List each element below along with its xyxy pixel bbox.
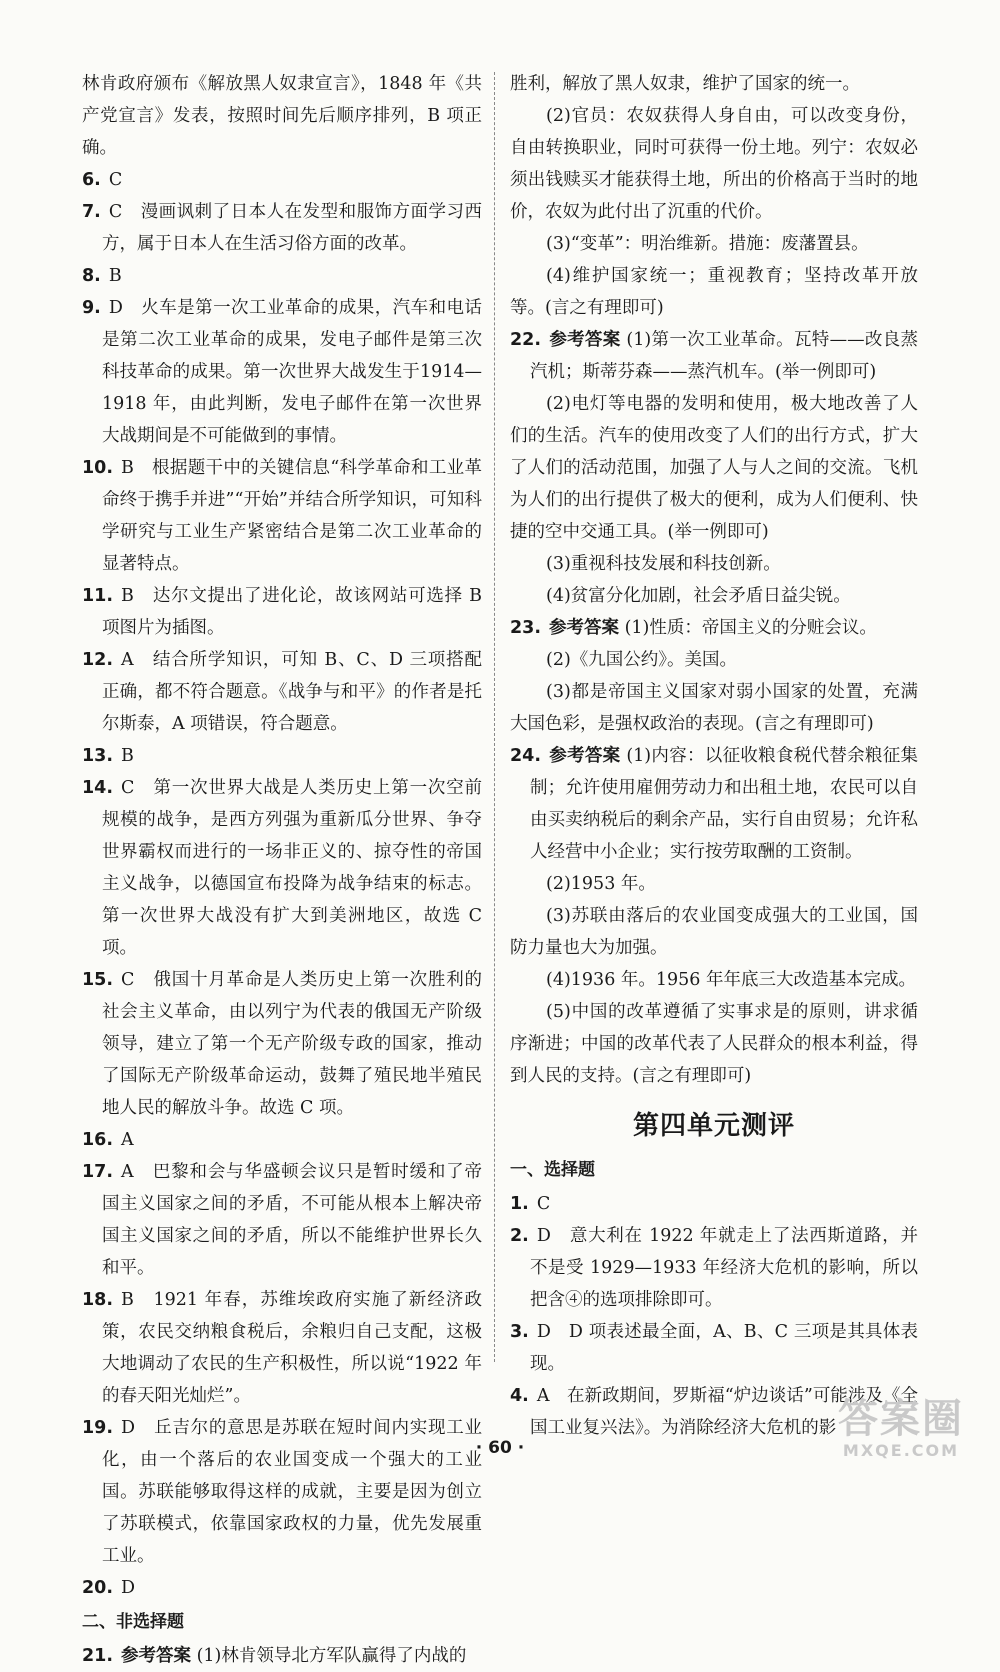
question-number: 20.: [82, 1578, 114, 1598]
answer-item: [82, 964, 482, 1124]
answer-text: (4)贫富分化加剧，社会矛盾日益尖锐。: [546, 586, 851, 606]
question-number: 17.: [82, 1162, 114, 1182]
answer-paragraph: [510, 100, 918, 228]
answer-text: (3)重视科技发展和科技创新。: [546, 554, 781, 574]
answer-item: [82, 164, 482, 196]
answer-text: B 1921 年春，苏维埃政府实施了新经济政策，农民交纳粮食税后，余粮归自己支配，这极大地调动了农民的生产积极性，所以说“1922 年的春天阳光灿烂”。: [102, 1290, 482, 1406]
answer-item: [82, 1284, 482, 1412]
question-number: 6.: [82, 170, 101, 190]
answer-item: [82, 196, 482, 260]
answer-paragraph: [510, 580, 918, 612]
answer-paragraph: [510, 388, 918, 548]
question-number: 15.: [82, 970, 114, 990]
answer-item: [510, 324, 918, 388]
answer-item: [82, 580, 482, 644]
answer-item: [510, 1188, 918, 1220]
answer-text: (1)内容：以征收粮食税代替余粮征集制；允许使用雇佣劳动力和出租土地，农民可以自由买卖纳税后的剩余产品，实行自由贸易；允许私人经营中小企业；实行按劳取酬的工资制。: [530, 746, 918, 862]
answer-text: A: [121, 1130, 134, 1150]
question-number: 9.: [82, 298, 101, 318]
answer-text: (3)“变革”：明治维新。措施：废藩置县。: [546, 234, 869, 254]
answer-text: (2)1953 年。: [546, 874, 656, 894]
answer-text: A 巴黎和会与华盛顿会议只是暂时缓和了帝国主义国家之间的矛盾，不可能从根本上解决帝国主义国家之间的矛盾，所以不能维护世界长久和平。: [102, 1162, 482, 1278]
question-number: 16.: [82, 1130, 114, 1150]
answer-item: [82, 772, 482, 964]
answer-text: (4)维护国家统一；重视教育；坚持改革开放等。(言之有理即可): [510, 266, 918, 318]
question-number: 18.: [82, 1290, 114, 1310]
answer-paragraph: [510, 676, 918, 740]
answer-paragraph: [510, 868, 918, 900]
section-heading: 二、非选择题: [82, 1612, 184, 1632]
answer-text: C 第一次世界大战是人类历史上第一次空前规模的战争，是西方列强为重新瓜分世界、争夺世界霸权而进行的一场非正义的、掠夺性的帝国主义战争，以德国宣布投降为战争结束的标志。第一次世界大战没有扩大到美洲地区，故选 C 项。: [102, 778, 482, 958]
answer-paragraph: [510, 228, 918, 260]
watermark-site: MXQE.COM: [842, 1441, 960, 1460]
answer-item: [510, 1220, 918, 1316]
answer-text: (1)性质：帝国主义的分赃会议。: [624, 618, 877, 638]
left-column: [82, 68, 482, 1672]
answer-text: (2)《九国公约》。美国。: [546, 650, 738, 670]
answer-text: C: [108, 170, 123, 190]
answer-text: D: [121, 1578, 136, 1598]
question-number: 8.: [82, 266, 101, 286]
answer-text: 胜利，解放了黑人奴隶，维护了国家的统一。: [510, 74, 860, 94]
answer-text: D 意大利在 1922 年就走上了法西斯道路，并不是受 1929—1933 年经济大危机的影响，所以把含④的选项排除即可。: [530, 1226, 918, 1310]
answer-text: C 漫画讽刺了日本人在发型和服饰方面学习西方，属于日本人在生活习俗方面的改革。: [102, 202, 482, 254]
answer-text: B 达尔文提出了进化论，故该网站可选择 B 项图片为插图。: [102, 586, 482, 638]
question-number: 23.: [510, 618, 542, 638]
answer-text: B: [121, 746, 134, 766]
answer-text: B: [108, 266, 122, 286]
answer-item: [82, 260, 482, 292]
question-number: 7.: [82, 202, 101, 222]
unit-title: 第四单元测评: [632, 1111, 795, 1141]
question-number: 12.: [82, 650, 114, 670]
answer-item: [510, 740, 918, 868]
answer-text: C 俄国十月革命是人类历史上第一次胜利的社会主义革命，由以列宁为代表的俄国无产阶级领导，建立了第一个无产阶级专政的国家，推动了国际无产阶级革命运动，鼓舞了殖民地半殖民地人民的解放斗争。故选 C 项。: [102, 970, 482, 1118]
answer-label: 参考答案: [121, 1646, 192, 1666]
answer-item: [82, 1156, 482, 1284]
section-heading: 一、选择题: [510, 1160, 595, 1180]
question-number: 24.: [510, 746, 542, 766]
answer-item: [82, 1412, 482, 1572]
answer-paragraph: [510, 68, 918, 100]
answer-item: [82, 740, 482, 772]
answer-text: (2)官员：农奴获得人身自由，可以改变身份，自由转换职业，同时可获得一份土地。列宁：农奴必须出钱赎买才能获得土地，所出的价格高于当时的地价，农奴为此付出了沉重的代价。: [510, 106, 918, 222]
question-number: 11.: [82, 586, 114, 606]
answer-text: (4)1936 年。1956 年年底三大改造基本完成。: [546, 970, 916, 990]
column-divider: [494, 72, 495, 1362]
answer-text: (5)中国的改革遵循了实事求是的原则，讲求循序渐进；中国的改革代表了人民群众的根本利益，得到人民的支持。(言之有理即可): [510, 1002, 918, 1086]
answer-paragraph: [510, 900, 918, 964]
answer-text: D 火车是第一次工业革命的成果，汽车和电话是第二次工业革命的成果，发电子邮件是第三次科技革命的成果。第一次世界大战发生于1914—1918 年，由此判断，发电子邮件在第一次世界大战期间是不可能做到的事情。: [102, 298, 482, 446]
question-number: 22.: [510, 330, 542, 350]
answer-text: (3)苏联由落后的农业国变成强大的工业国，国防力量也大为加强。: [510, 906, 918, 958]
answer-text: D D 项表述最全面，A、B、C 三项是其具体表现。: [530, 1322, 918, 1374]
question-number: 1.: [510, 1194, 529, 1214]
answer-label: 参考答案: [549, 330, 621, 350]
question-number: 3.: [510, 1322, 529, 1342]
page-number: · 60 ·: [475, 1438, 525, 1458]
question-number: 19.: [82, 1418, 114, 1438]
answer-label: 参考答案: [549, 618, 620, 638]
question-number: 10.: [82, 458, 114, 478]
answer-item: [82, 644, 482, 740]
answer-text: (1)第一次工业革命。瓦特——改良蒸汽机；斯蒂芬森——蒸汽机车。(举一例即可): [530, 330, 918, 382]
answer-item: [510, 612, 918, 644]
answer-text: B 根据题干中的关键信息“科学革命和工业革命终于携手并进”“开始”并结合所学知识，可知科学研究与工业生产紧密结合是第二次工业革命的显著特点。: [102, 458, 482, 574]
answer-item: [82, 1572, 482, 1604]
right-column: [510, 68, 918, 1444]
answer-label: 参考答案: [549, 746, 621, 766]
question-number: 2.: [510, 1226, 529, 1246]
answer-text: C: [536, 1194, 551, 1214]
answer-text: D 丘吉尔的意思是苏联在短时间内实现工业化，由一个落后的农业国变成一个强大的工业国。苏联能够取得这样的成就，主要是因为创立了苏联模式，依靠国家政权的力量，优先发展重工业。: [102, 1418, 482, 1566]
answer-item: [510, 1316, 918, 1380]
question-number: 14.: [82, 778, 114, 798]
answer-text: A 结合所学知识，可知 B、C、D 三项搭配正确，都不符合题意。《战争与和平》的作者是托尔斯泰，A 项错误，符合题意。: [102, 650, 482, 734]
watermark-logo: [826, 1397, 976, 1460]
answer-text: (1)林肯领导北方军队赢得了内战的: [196, 1646, 467, 1666]
answer-paragraph: [510, 260, 918, 324]
answer-text: 林肯政府颁布《解放黑人奴隶宣言》，1848 年《共产党宣言》发表，按照时间先后顺序排列，B 项正确。: [82, 74, 482, 158]
answer-item: [82, 1124, 482, 1156]
answer-text: (3)都是帝国主义国家对弱小国家的处置，充满大国色彩，是强权政治的表现。(言之有理即可): [510, 682, 918, 734]
answer-item: [82, 452, 482, 580]
question-number: 21.: [82, 1646, 114, 1666]
answer-item: [82, 1640, 482, 1672]
answer-text: (2)电灯等电器的发明和使用，极大地改善了人们的生活。汽车的使用改变了人们的出行方式，扩大了人们的活动范围，加强了人与人之间的交流。飞机为人们的出行提供了极大的便利，成为人们便利、快捷的空中交通工具。(举一例即可): [510, 394, 918, 542]
watermark-text: 答案圈: [838, 1396, 964, 1442]
answer-paragraph: [510, 548, 918, 580]
question-number: 4.: [510, 1386, 529, 1406]
answer-paragraph: [510, 996, 918, 1092]
answer-text: A 在新政期间，罗斯福“炉边谈话”可能涉及《全国工业复兴法》。为消除经济大危机的影: [530, 1386, 918, 1438]
answer-item: [82, 292, 482, 452]
question-number: 13.: [82, 746, 114, 766]
answer-paragraph: [510, 964, 918, 996]
answer-paragraph: [82, 68, 482, 164]
answer-paragraph: [510, 644, 918, 676]
